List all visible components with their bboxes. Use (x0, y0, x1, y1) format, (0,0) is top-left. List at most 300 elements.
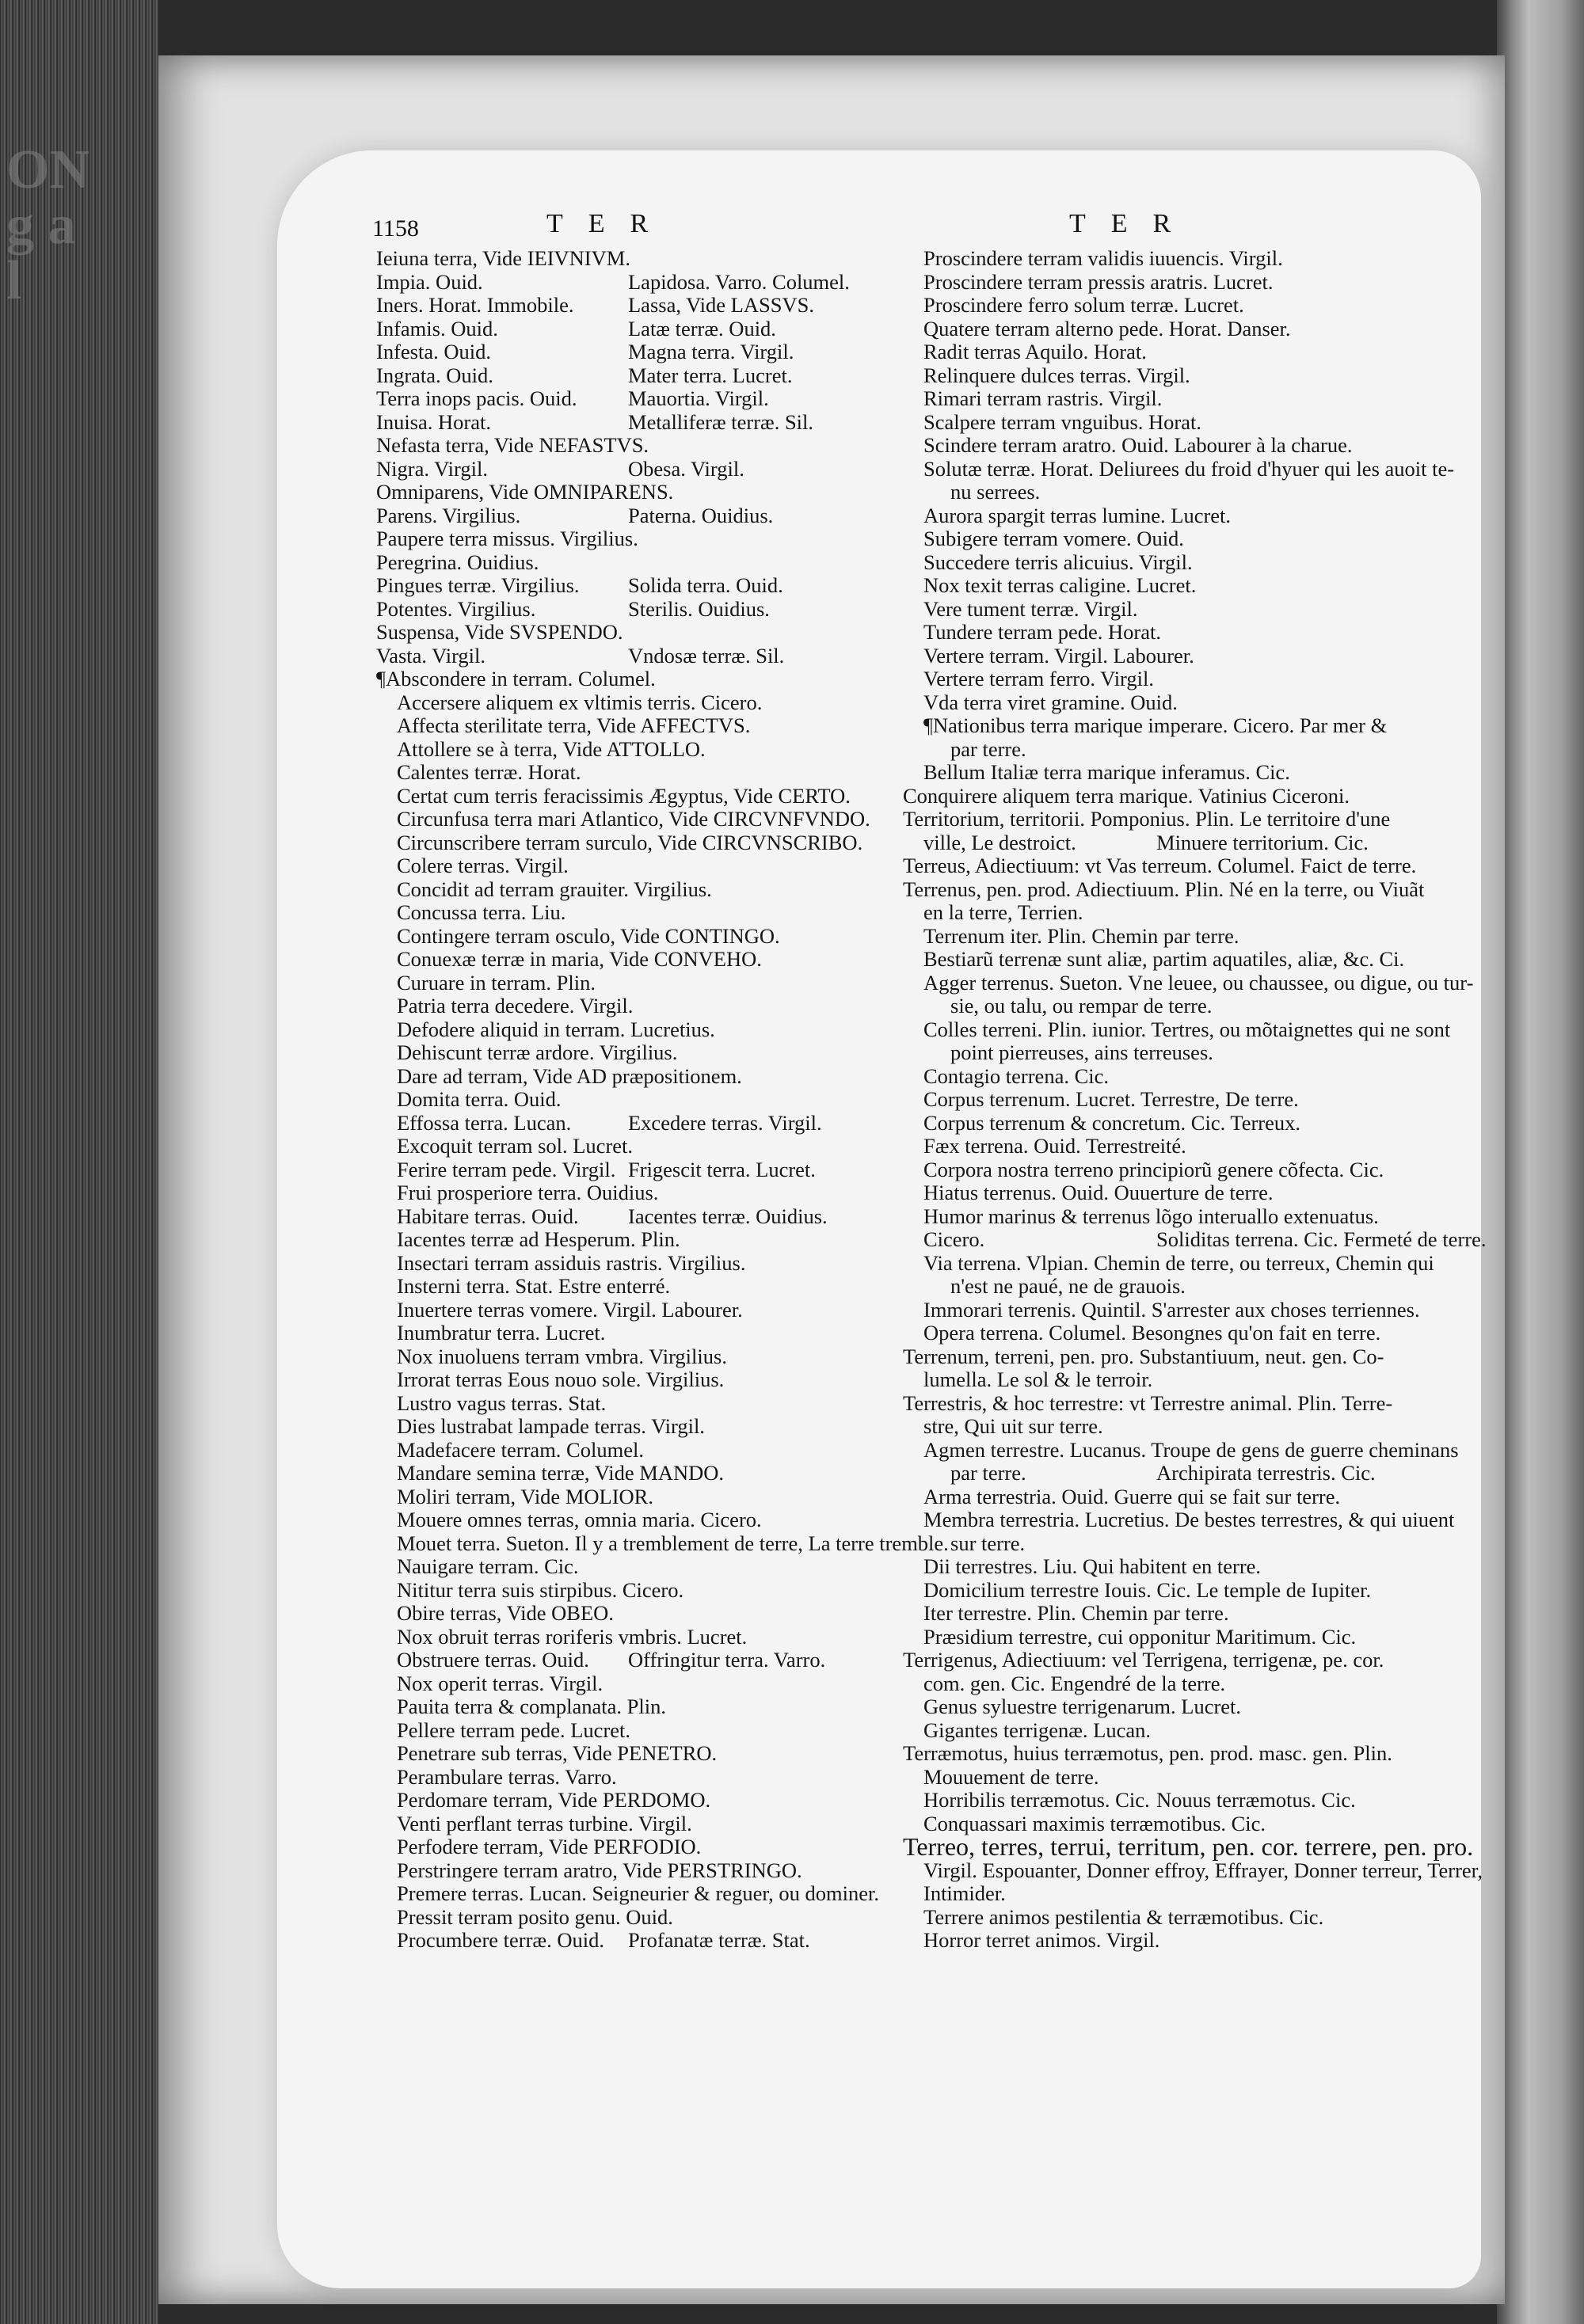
entry-line (903, 761, 1426, 785)
entry-line (903, 481, 1426, 504)
entry-line (376, 481, 867, 504)
entry-text-second: Latæ terræ. Ouid. (628, 316, 776, 340)
entry-text: Iners. Horat. Immobile. (376, 293, 574, 317)
entry-text: Curuare in terram. Plin. (397, 970, 596, 995)
entry-text: Infamis. Ouid. (376, 316, 498, 340)
entry-line (903, 1392, 1426, 1416)
entry-line (903, 668, 1426, 691)
entry-line (903, 1532, 1426, 1556)
entry-line (903, 1065, 1426, 1089)
entry-line (903, 527, 1426, 551)
entry-text: Affecta sterilitate terra, Vide AFFECTVS. (397, 713, 751, 737)
entry-line (376, 1508, 867, 1532)
entry-line (903, 970, 1474, 995)
entry-text: Gigantes terrigenæ. Lucan. (923, 1717, 1151, 1742)
entry-text: Arma terrestria. Ouid. Guerre qui se fait sur terre. (923, 1484, 1341, 1508)
entry-line (903, 808, 1426, 831)
entry-text: Corpus terrenum & concretum. Cic. Terreux. (923, 1110, 1300, 1135)
entry-line (903, 1415, 1426, 1439)
entry-line (376, 761, 867, 785)
entry-line (376, 1041, 867, 1065)
entry-text: Terreo, terres, terrui, territum, pen. cor. terrere, pen. pro. (903, 1832, 1474, 1861)
entry-line (376, 691, 867, 715)
entry-text: Scalpere terram vnguibus. Horat. (923, 409, 1202, 434)
entry-text: nu serrees. (950, 480, 1041, 504)
entry-text: Conquirere aliquem terra marique. Vatinius Ciceroni. (903, 783, 1350, 808)
entry-text: Parens. Virgilius. (376, 503, 521, 527)
entry-text: Rimari terram rastris. Virgil. (923, 386, 1163, 410)
entry-line (903, 925, 1426, 949)
entry-text: Terra inops pacis. Ouid. (376, 386, 577, 410)
entry-text: Nox operit terras. Virgil. (397, 1671, 604, 1695)
entry-text: n'est ne paué, ne de grauois. (950, 1274, 1186, 1298)
entry-line (376, 1531, 949, 1556)
entry-line (376, 948, 867, 972)
entry-line (903, 621, 1426, 645)
entry-text: Terrere animos pestilentia & terræmotibus. Cic. (923, 1904, 1324, 1929)
entry-text-second: Lapidosa. Varro. Columel. (628, 269, 850, 294)
entry-text: Corpora nostra terreno principiorũ genere cõfecta. Cic. (923, 1157, 1384, 1181)
entry-line (903, 247, 1426, 271)
entry-text-second: Solida terra. Ouid. (628, 573, 783, 597)
entry-text: Domicilium terrestre Iouis. Cic. Le temple de Iupiter. (923, 1577, 1372, 1602)
entry-text: sur terre. (950, 1531, 1026, 1555)
entry-text: Inuertere terras vomere. Virgil. Labourer. (397, 1297, 743, 1322)
entry-line (376, 527, 867, 551)
entry-line (376, 1275, 867, 1299)
entry-text: Cicero. (923, 1227, 985, 1251)
entry-text: Penetrare sub terras, Vide PENETRO. (397, 1741, 718, 1765)
entry-text: Agger terrenus. Sueton. Vne leuee, ou chaussee, ou digue, ou tur- (923, 970, 1474, 995)
entry-text: Venti perflant terras turbine. Virgil. (397, 1811, 692, 1835)
entry-line (903, 1649, 1426, 1672)
entry-line (376, 1018, 867, 1042)
entry-text: Mandare semina terræ, Vide MANDO. (397, 1461, 724, 1485)
entry-line (376, 1672, 867, 1696)
entry-text: Iacentes terræ ad Hesperum. Plin. (397, 1227, 680, 1251)
entry-text-second: Mater terra. Lucret. (628, 363, 793, 387)
entry-line (903, 456, 1455, 481)
entry-line (376, 714, 867, 738)
entry-text: Dare ad terram, Vide AD præpositionem. (397, 1063, 742, 1088)
entry-text: Succedere terris alicuius. Virgil. (923, 550, 1193, 574)
entry-line (903, 504, 1426, 528)
entry-line (376, 1719, 867, 1743)
entry-text: Territorium, territorii. Pomponius. Plin. Le territoire d'une (903, 807, 1391, 831)
entry-line (376, 1555, 867, 1579)
entry-line (376, 1158, 867, 1182)
entry-text: Perdomare terram, Vide PERDOMO. (397, 1788, 711, 1812)
entry-text-second: Soliditas terrena. Cic. Fermeté de terre. (1156, 1227, 1487, 1251)
entry-line (903, 1250, 1434, 1276)
entry-text: sie, ou talu, ou rempar de terre. (950, 994, 1213, 1017)
entry-line (376, 785, 867, 808)
entry-line (376, 738, 867, 762)
entry-text-second: Offringitur terra. Varro. (628, 1648, 826, 1672)
entry-text-second: Nouus terræmotus. Cic. (1156, 1788, 1356, 1812)
entry-line (903, 1181, 1426, 1205)
entry-line (376, 901, 867, 925)
entry-text: Certat cum terris feracissimis Ægyptus, Vide CERTO. (397, 783, 851, 808)
entry-line (903, 1672, 1426, 1696)
entry-text: Nigra. Virgil. (376, 456, 488, 481)
entry-text: Defodere aliquid in terram. Lucretius. (397, 1017, 715, 1041)
entry-text: Pingues terræ. Virgilius. (376, 573, 580, 597)
entry-line (376, 1439, 867, 1462)
entry-line (376, 1322, 867, 1345)
entry-line (376, 621, 867, 645)
entry-text: Dii terrestres. Liu. Qui habitent en terre. (923, 1554, 1262, 1578)
entry-text: com. gen. Cic. Engendré de la terre. (923, 1671, 1226, 1695)
entry-text: Concussa terra. Liu. (397, 900, 566, 924)
entry-text: Nititur terra suis stirpibus. Cicero. (397, 1577, 684, 1602)
right-column (903, 246, 1487, 1953)
entry-text-second: Archipirata terrestris. Cic. (1156, 1461, 1376, 1485)
entry-line (903, 411, 1426, 435)
entry-line (903, 1322, 1426, 1345)
book-page-edges (0, 0, 158, 2324)
entry-text: Pressit terram posito genu. Ouid. (397, 1904, 673, 1929)
entry-text: point pierreuses, ains terreuses. (950, 1040, 1213, 1064)
entry-text: Terrestris, & hoc terrestre: vt Terrestre animal. Plin. Terre- (903, 1390, 1393, 1415)
entry-text: Madefacere terram. Columel. (397, 1437, 644, 1462)
entry-line (376, 1345, 867, 1369)
entry-line (903, 1485, 1426, 1509)
entry-line (376, 1462, 867, 1485)
entry-text: Calentes terræ. Horat. (397, 760, 581, 784)
entry-line (376, 1929, 867, 1953)
entry-text: Pellere terram pede. Lucret. (397, 1717, 631, 1742)
entry-text: Terrenum iter. Plin. Chemin par terre. (923, 923, 1239, 948)
entry-line (376, 1299, 867, 1322)
entry-line (903, 1437, 1459, 1462)
entry-line (376, 1112, 867, 1135)
entry-line (376, 247, 867, 271)
entry-text: Bellum Italiæ terra marique inferamus. Cic. (923, 760, 1290, 784)
entry-text: Proscindere terram pressis aratris. Lucret. (923, 269, 1274, 294)
entry-line (903, 1602, 1426, 1626)
entry-text: Nefasta terra, Vide NEFASTVS. (376, 433, 649, 457)
entry-line (903, 364, 1426, 388)
entry-line (903, 294, 1426, 318)
entry-line (376, 1392, 867, 1416)
entry-text: Conquassari maximis terræmotibus. Cic. (923, 1811, 1266, 1835)
entry-line (903, 854, 1426, 878)
entry-line (903, 1832, 1474, 1861)
entry-text: Dies lustrabat lampade terras. Virgil. (397, 1414, 705, 1438)
entry-text: Paupere terra missus. Virgilius. (376, 527, 638, 550)
entry-line (903, 1368, 1426, 1392)
entry-text-second: Profanatæ terræ. Stat. (628, 1928, 810, 1952)
entry-text: Domita terra. Ouid. (397, 1087, 562, 1111)
entry-text: ¶Abscondere in terram. Columel. (376, 667, 656, 690)
entry-line (903, 574, 1426, 598)
entry-line (376, 1906, 867, 1930)
entry-line (376, 1088, 867, 1112)
entry-text: Insectari terram assiduis rastris. Virgilius. (397, 1250, 746, 1275)
entry-text: ville, Le destroict. (923, 830, 1076, 854)
entry-line (376, 364, 867, 388)
entry-text: Horror terret animos. Virgil. (923, 1928, 1160, 1952)
entry-line (903, 1719, 1426, 1743)
entry-line (376, 807, 870, 831)
entry-text: Via terrena. Vlpian. Chemin de terre, ou terreux, Chemin qui (923, 1250, 1434, 1275)
entry-text: Irrorat terras Eous nouo sole. Virgilius. (397, 1367, 725, 1391)
entry-text: Terrenum, terreni, pen. pro. Substantiuum, neut. gen. Co- (903, 1344, 1384, 1368)
entry-line (376, 1789, 867, 1812)
entry-text: Membra terrestria. Lucretius. De bestes terrestres, & qui uiuent (923, 1508, 1455, 1531)
entry-text: Genus syluestre terrigenarum. Lucret. (923, 1695, 1242, 1718)
entry-text: Colles terreni. Plin. iunior. Tertres, ou mõtaignettes qui ne sont (923, 1017, 1451, 1041)
entry-text-second: Frigescit terra. Lucret. (628, 1157, 816, 1181)
entry-text: Concidit ad terram grauiter. Virgilius. (397, 877, 712, 901)
entry-text: par terre. (950, 1461, 1026, 1485)
entry-text: Perstringere terram aratro, Vide PERSTRINGO. (397, 1858, 802, 1882)
entry-line (903, 271, 1426, 295)
entry-text: Dehiscunt terræ ardore. Virgilius. (397, 1040, 678, 1064)
entry-text-second: Magna terra. Virgil. (628, 340, 794, 363)
entry-text: Accersere aliquem ex vltimis terris. Cicero. (397, 690, 763, 714)
entry-line (376, 878, 867, 902)
entry-text: Terræmotus, huius terræmotus, pen. prod. masc. gen. Plin. (903, 1741, 1392, 1765)
entry-text: Perambulare terras. Varro. (397, 1764, 617, 1789)
entry-text: par terre. (950, 736, 1026, 761)
entry-text: Opera terrena. Columel. Besongnes qu'on fait en terre. (923, 1321, 1381, 1345)
entry-text-second: Sterilis. Ouidius. (628, 596, 770, 621)
entry-text: Quatere terram alterno pede. Horat. Danser. (923, 316, 1291, 340)
entry-line (376, 434, 867, 458)
page-number: 1158 (372, 215, 419, 242)
entry-line (903, 785, 1426, 808)
running-head-right: TER (1069, 209, 1197, 238)
entry-text: Proscindere terram validis iuuencis. Virgil. (923, 246, 1283, 270)
entry-text: Infesta. Ouid. (376, 340, 491, 363)
entry-text: Terreus, Adiectiuum: vt Vas terreum. Columel. Faict de terre. (903, 854, 1417, 877)
entry-line (903, 1695, 1426, 1719)
entry-line (376, 1252, 867, 1276)
entry-text-second: Excedere terras. Virgil. (628, 1110, 822, 1135)
entry-text: Agmen terrestre. Lucanus. Troupe de gens de guerre cheminans (923, 1437, 1459, 1462)
entry-text: Frui prosperiore terra. Ouidius. (397, 1181, 659, 1204)
left-column (376, 246, 949, 1953)
entry-line (376, 831, 867, 855)
entry-line (903, 1275, 1426, 1299)
entry-text: Inumbratur terra. Lucret. (397, 1321, 606, 1345)
entry-line (903, 551, 1426, 575)
entry-line (376, 1205, 867, 1229)
entry-line (376, 574, 867, 598)
entry-text: Nox inuoluens terram vmbra. Virgilius. (397, 1344, 727, 1368)
entry-text: Insterni terra. Stat. Estre enterré. (397, 1274, 671, 1298)
entry-text: Ferire terram pede. Virgil. (397, 1157, 616, 1181)
entry-line (376, 645, 867, 668)
entry-line (376, 340, 867, 364)
entry-text: Inuisa. Horat. (376, 409, 491, 434)
entry-line (376, 1835, 867, 1859)
entry-line (376, 458, 867, 481)
entry-text: Ieiuna terra, Vide IEIVNIVM. (376, 246, 630, 270)
entry-line (903, 1626, 1426, 1649)
entry-text-second: Paterna. Ouidius. (628, 503, 774, 527)
entry-text: Vda terra viret gramine. Ouid. (923, 690, 1178, 714)
entry-line (376, 1368, 867, 1392)
entry-line (903, 691, 1426, 715)
entry-text: Patria terra decedere. Virgil. (397, 994, 634, 1017)
entry-text: ¶Nationibus terra marique imperare. Cicero. Par mer & (923, 713, 1388, 737)
entry-line (903, 1555, 1426, 1579)
entry-text: Pauita terra & complanata. Plin. (397, 1695, 666, 1718)
entry-line (376, 1181, 867, 1205)
entry-line (903, 1299, 1426, 1322)
entry-line (903, 318, 1426, 341)
entry-text: Impia. Ouid. (376, 269, 483, 294)
entry-line (376, 1579, 867, 1603)
entry-line (903, 387, 1426, 411)
entry-text: Attollere se à terra, Vide ATTOLLO. (397, 736, 706, 761)
entry-line (376, 294, 867, 318)
entry-line (376, 1766, 867, 1790)
entry-line (903, 1882, 1426, 1906)
running-head-left: TER (546, 209, 674, 238)
entry-text: Effossa terra. Lucan. (397, 1110, 572, 1135)
entry-text: Fæx terrena. Ouid. Terrestreité. (923, 1134, 1186, 1158)
entry-text: Vere tument terræ. Virgil. (923, 596, 1138, 621)
entry-line (376, 411, 867, 435)
entry-text: Vasta. Virgil. (376, 643, 486, 668)
entry-line (903, 1345, 1426, 1369)
entry-text: Suspensa, Vide SVSPENDO. (376, 620, 623, 644)
entry-line (376, 1881, 879, 1906)
entry-line (376, 1135, 867, 1158)
entry-text: Humor marinus & terrenus lõgo interuallo extenuatus. (923, 1204, 1379, 1228)
entry-line (376, 387, 867, 411)
entry-text: Bestiarũ terrenæ sunt aliæ, partim aquatiles, aliæ, &c. Ci. (923, 947, 1405, 971)
entry-line (903, 1135, 1426, 1158)
entry-text: Nauigare terram. Cic. (397, 1554, 579, 1578)
entry-line (376, 1485, 867, 1509)
entry-text: Omniparens, Vide OMNIPARENS. (376, 480, 674, 504)
facing-page-edge (1497, 0, 1584, 2324)
entry-text: Potentes. Virgilius. (376, 596, 536, 621)
bleed-through-letters: ON g a l (6, 139, 89, 311)
entry-text-second: Minuere territorium. Cic. (1156, 830, 1369, 854)
entry-line (376, 995, 867, 1018)
entry-line (376, 504, 867, 528)
entry-text: Circunfusa terra mari Atlantico, Vide CIRCVNFVNDO. (397, 807, 870, 831)
entry-text: Horribilis terræmotus. Cic. (923, 1788, 1150, 1812)
entry-text: Radit terras Aquilo. Horat. (923, 340, 1147, 363)
entry-text: Solutæ terræ. Horat. Deliurees du froid d'hyuer qui les auoit te- (923, 456, 1455, 481)
entry-text: Præsidium terrestre, cui opponitur Maritimum. Cic. (923, 1624, 1357, 1649)
entry-text: Subigere terram vomere. Ouid. (923, 527, 1184, 550)
entry-text: Proscindere ferro solum terræ. Lucret. (923, 293, 1244, 317)
entry-text-second: Obesa. Virgil. (628, 456, 744, 481)
entry-line (376, 318, 867, 341)
entry-text: Terrigenus, Adiectiuum: vel Terrigena, terrigenæ, pe. cor. (903, 1648, 1384, 1672)
entry-text: Intimider. (923, 1881, 1006, 1905)
entry-line (376, 271, 867, 295)
entry-text: Contagio terrena. Cic. (923, 1063, 1110, 1088)
entry-text: Vertere terram. Virgil. Labourer. (923, 643, 1194, 668)
entry-text: Contingere terram osculo, Vide CONTINGO. (397, 923, 780, 948)
entry-line (376, 1228, 867, 1252)
entry-line (903, 714, 1426, 738)
entry-line (376, 1695, 867, 1719)
entry-text: Nox obruit terras roriferis vmbris. Lucret. (397, 1624, 748, 1649)
entry-line (903, 1929, 1426, 1953)
entry-text: Vertere terram ferro. Virgil. (923, 667, 1155, 690)
entry-line (903, 1227, 1487, 1252)
entry-text: Corpus terrenum. Lucret. Terrestre, De terre. (923, 1087, 1299, 1111)
entry-line (903, 340, 1426, 364)
entry-line (903, 1789, 1426, 1812)
entry-line (376, 668, 867, 691)
entry-line (376, 1626, 867, 1649)
entry-text: Terrenus, pen. prod. Adiectiuum. Plin. Né en la terre, ou Viuãt (903, 877, 1425, 901)
entry-line (903, 1017, 1451, 1042)
entry-text: lumella. Le sol & le terroir. (923, 1367, 1153, 1391)
entry-text: Mouere omnes terras, omnia maria. Cicero. (397, 1508, 762, 1531)
entry-text: Habitare terras. Ouid. (397, 1204, 579, 1228)
entry-line (903, 1462, 1426, 1485)
entry-line (903, 1766, 1426, 1790)
entry-line (903, 901, 1426, 925)
entry-text: Mouuement de terre. (923, 1764, 1099, 1789)
entry-text: Tundere terram pede. Horat. (923, 620, 1161, 644)
entry-text: en la terre, Terrien. (923, 900, 1083, 924)
entry-text: Excoquit terram sol. Lucret. (397, 1134, 634, 1158)
entry-line (903, 1906, 1426, 1930)
entry-line (903, 1041, 1426, 1065)
entry-line (903, 598, 1426, 622)
entry-line (903, 1742, 1426, 1766)
entry-text: Nox texit terras caligine. Lucret. (923, 573, 1197, 597)
entry-text-second: Vndosæ terræ. Sil. (628, 643, 785, 668)
entry-line (903, 948, 1426, 972)
entry-line (903, 645, 1426, 668)
entry-text: Iter terrestre. Plin. Chemin par terre. (923, 1601, 1229, 1625)
entry-text: Immorari terrenis. Quintil. S'arrester aux choses terriennes. (923, 1297, 1420, 1322)
entry-text: Hiatus terrenus. Ouid. Ouuerture de terre. (923, 1181, 1274, 1204)
entry-text-second: Lassa, Vide LASSVS. (628, 293, 814, 317)
entry-text: Peregrina. Ouidius. (376, 550, 539, 574)
entry-line (903, 1158, 1426, 1182)
entry-text-second: Mauortia. Virgil. (628, 386, 769, 410)
entry-line (903, 738, 1426, 762)
entry-line (903, 1508, 1455, 1532)
entry-line (903, 1205, 1426, 1229)
entry-text-second: Iacentes terræ. Ouidius. (628, 1204, 828, 1228)
entry-line (903, 831, 1426, 855)
entry-line (903, 1858, 1483, 1883)
entry-line (903, 1579, 1426, 1603)
entry-text: Moliri terram, Vide MOLIOR. (397, 1484, 653, 1508)
entry-text: Circunscribere terram surculo, Vide CIRCVNSCRIBO. (397, 830, 863, 854)
entry-text: Premere terras. Lucan. Seigneurier & reguer, ou dominer. (397, 1881, 879, 1905)
entry-text: stre, Qui uit sur terre. (923, 1414, 1103, 1438)
entry-text: Conuexæ terræ in maria, Vide CONVEHO. (397, 947, 762, 971)
entry-text: Virgil. Espouanter, Donner effroy, Effrayer, Donner terreur, Terrer, (923, 1858, 1483, 1882)
entry-line (376, 1859, 867, 1883)
entry-line (376, 972, 867, 995)
entry-text: Relinquere dulces terras. Virgil. (923, 363, 1190, 387)
entry-text: Obire terras, Vide OBEO. (397, 1601, 614, 1625)
entry-text: Procumbere terræ. Ouid. (397, 1928, 604, 1952)
entry-line (376, 1812, 867, 1836)
entry-text-second: Metalliferæ terræ. Sil. (628, 409, 814, 434)
entry-line (903, 1112, 1426, 1135)
entry-text: Colere terras. Virgil. (397, 854, 569, 877)
